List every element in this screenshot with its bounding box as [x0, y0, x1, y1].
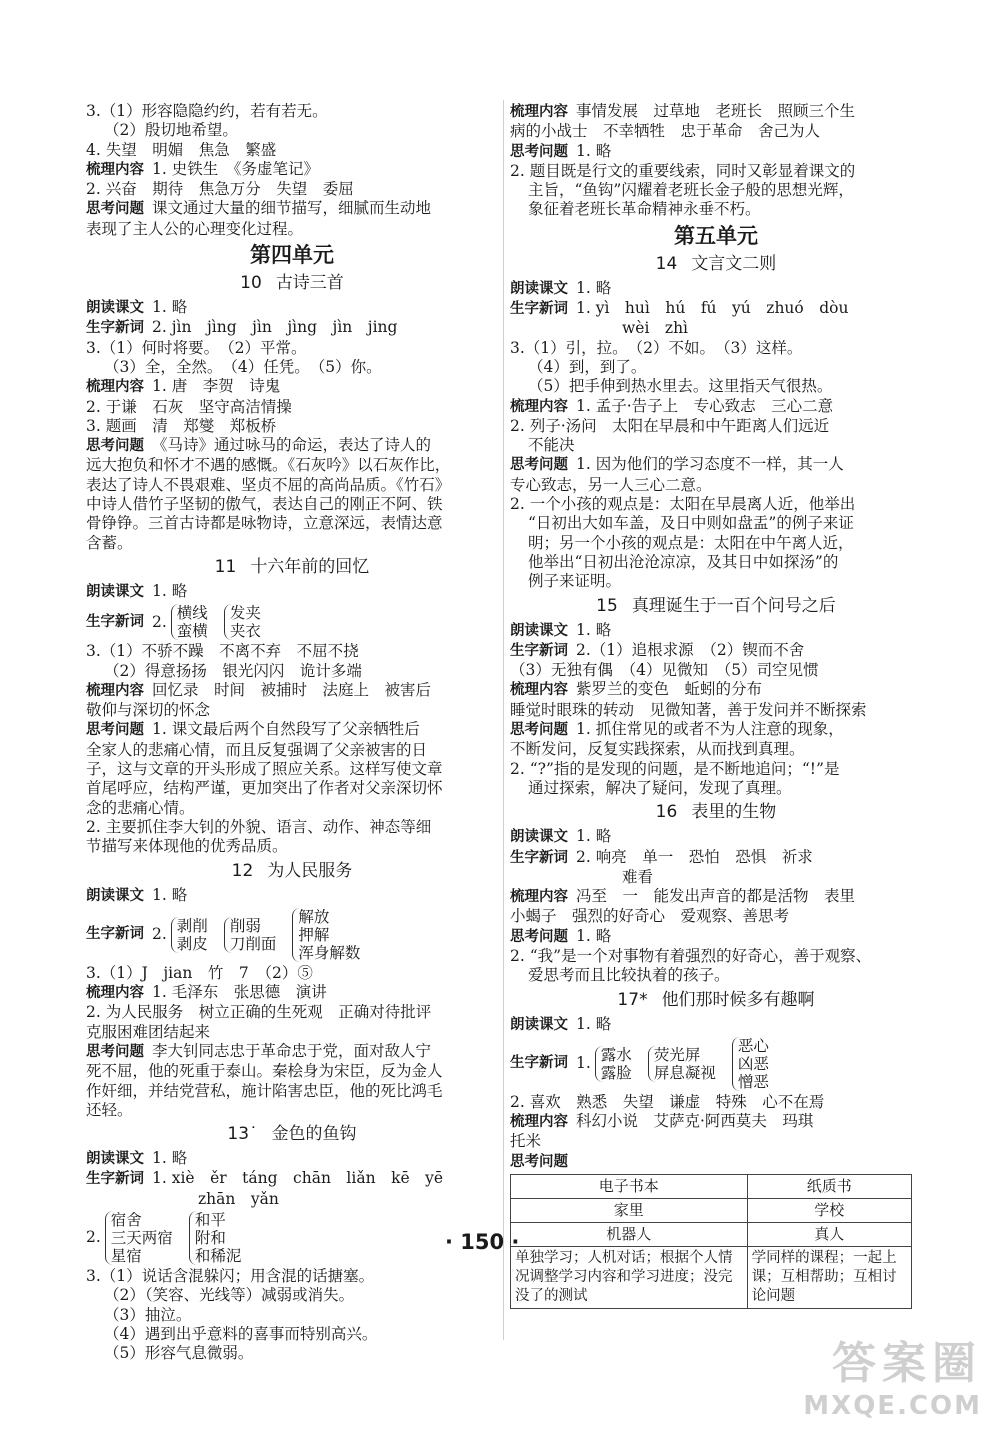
section-label: 生字新词: [86, 613, 144, 630]
text-line: 中诗人借竹子坚韧的傲气，表达自己的刚正不阿、铁: [86, 495, 443, 514]
text-line: （5）把手伸到热水里去。这里指天气很热。: [528, 377, 833, 396]
section-label: 思考问题: [86, 201, 144, 218]
word: 屏息凝视: [653, 1063, 716, 1082]
text: 1. 抓住常见的或者不为人注意的现象，: [576, 720, 844, 739]
word: 横线: [176, 604, 208, 623]
text: 2.（1）追根求源 （2）锲而不舍: [576, 640, 805, 659]
word: 夹衣: [229, 622, 261, 641]
text: 1. 毛泽东 张思德 演讲: [152, 983, 327, 1002]
section-label: 思考问题: [510, 457, 568, 474]
text-line: 2. 列子·汤问 太阳在早晨和中午距离人们远近: [510, 416, 830, 435]
column-divider: [503, 100, 504, 1340]
section-label: 梳理内容: [510, 889, 568, 906]
text-line: 托米: [510, 1132, 542, 1151]
section-label: 梳理内容: [510, 682, 568, 699]
word: 三天两宿: [110, 1229, 173, 1248]
text: 1. 课文最后两个自然段写了父亲牺牲后: [152, 720, 420, 739]
section-label: 思考问题: [86, 438, 144, 455]
right-column: [510, 102, 922, 1309]
lesson-title: [86, 271, 498, 296]
watermark-text: 答案圈: [832, 1338, 982, 1389]
lesson-title: [86, 859, 498, 884]
section-label: 思考问题: [510, 722, 568, 739]
text: 1. 略: [576, 827, 612, 846]
section-label: 梳理内容: [86, 985, 144, 1002]
lesson-number: 14: [655, 253, 678, 274]
section-label: 朗读课文: [86, 583, 144, 600]
text-line: 死不屈，他的死重于泰山。秦桧身为宋臣，反为金人: [86, 1062, 443, 1081]
lesson-number: 12: [231, 860, 254, 881]
text: 1. xiè ěr táng chān liǎn kē yē: [152, 1169, 444, 1188]
table-cell: 真人: [747, 1223, 911, 1247]
section-label: 生字新词: [86, 1171, 144, 1188]
section-label: 朗读课文: [510, 622, 568, 639]
word: 凶恶: [737, 1054, 769, 1073]
text: 1. 略: [576, 141, 612, 160]
lesson-name: 十六年前的回忆: [250, 556, 370, 577]
text-line: 敬仰与深切的怀念: [86, 701, 211, 720]
section-label: 思考问题: [510, 928, 568, 945]
text-line: 难看: [622, 867, 654, 886]
section-label: 梳理内容: [510, 1114, 568, 1131]
text-line: 骨铮铮。三首古诗都是咏物诗，立意深远，表情达意: [86, 514, 443, 533]
word-brace: [292, 908, 360, 962]
lesson-name: 真理诞生于一百个问号之后: [631, 595, 836, 616]
table-cell: 电子书本: [511, 1175, 748, 1199]
item-number: 2.: [152, 612, 167, 631]
section-label: 生字新词: [510, 1055, 568, 1072]
section-label: 朗读课文: [86, 887, 144, 904]
text-line: （4）到，到了。: [528, 357, 647, 376]
text: 2. 响亮 单一 恐怕 恐惧 祈求: [576, 847, 813, 866]
lesson-title: [86, 555, 498, 580]
text: 1. 略: [152, 298, 188, 317]
section-label: 思考问题: [86, 1043, 144, 1060]
word-brace: [105, 1211, 173, 1265]
text: 1. 略: [152, 581, 188, 600]
text-line: 2. 于谦 石灰 坚守高洁情操: [86, 397, 292, 416]
table-cell: 学同样的课程；一起上课；互相帮助；互相讨论问题: [747, 1247, 911, 1309]
text-line: 表达了诗人不畏艰难、坚贞不屈的高尚品质。《竹石》: [86, 475, 451, 494]
word: 剥皮: [176, 934, 208, 953]
lesson-name: 他们那时候多有趣啊: [661, 989, 815, 1010]
text-line: 病的小战士 不幸牺牲 忠于革命 舍己为人: [510, 122, 821, 141]
text-line: 例子来证明。: [528, 572, 622, 591]
lesson-number: 11: [214, 556, 237, 577]
lesson-number: 13: [227, 1124, 250, 1145]
table-cell: 机器人: [511, 1223, 748, 1247]
text-line: 2. 一个小孩的观点是：太阳在早晨离人近，他举出: [510, 495, 856, 514]
text: 回忆录 时间 被捕时 法庭上 被害后: [152, 680, 432, 699]
unit-heading: 第五单元: [674, 222, 758, 248]
text-line: 主旨，“鱼钩”闪耀着老班长金子般的思想光辉，: [528, 181, 854, 200]
word-brace: [224, 604, 261, 640]
text: 1. 唐 李贺 诗鬼: [152, 377, 281, 396]
table-row: [511, 1199, 912, 1223]
word: 蛮横: [176, 622, 208, 641]
text-line: “日初出大如车盖，及日中则如盘盂”的例子来证: [528, 514, 854, 533]
text: 1. 略: [152, 885, 188, 904]
text-line: （5）形容气息微弱。: [104, 1344, 254, 1363]
word: 和稀泥: [194, 1247, 242, 1266]
word-group-row: [86, 1211, 498, 1265]
left-column: [86, 102, 498, 1364]
text-line: wèi zhì: [622, 319, 689, 338]
lesson-mark: ˙: [249, 1124, 258, 1145]
text: 1. 孟子·告子上 专心致志 三心二意: [576, 396, 834, 415]
word: 发夹: [229, 604, 261, 623]
text-line: 小蝎子 强烈的好奇心 爱观察、善思考: [510, 907, 790, 926]
text: 2. jìn jìng jìn jìng jìn jing: [152, 318, 398, 337]
lesson-name: 为人民服务: [267, 860, 353, 881]
lesson-title: [510, 988, 922, 1013]
text: 1. 略: [576, 620, 612, 639]
text-line: 4. 失望 明媚 焦急 繁盛: [86, 140, 277, 159]
section-label: 思考问题: [510, 143, 568, 160]
item-number: 1.: [576, 1054, 591, 1073]
section-label: 梳理内容: [510, 104, 568, 120]
table-cell: 学校: [747, 1199, 911, 1223]
text: 1. yì huì hú fú yú zhuó dòu: [576, 299, 849, 318]
text-line: 3.（1）形容隐隐约约，若有若无。: [86, 102, 328, 120]
word: 解放: [298, 907, 330, 926]
section-label: 梳理内容: [86, 161, 144, 178]
lesson-name: 文言文二则: [691, 253, 777, 274]
word: 露水: [600, 1045, 632, 1064]
word: 削弱: [229, 916, 261, 935]
word-brace: [224, 917, 277, 953]
word: 和平: [194, 1211, 226, 1230]
word-brace: [732, 1037, 769, 1091]
text: 1. 略: [576, 926, 612, 945]
word-brace: [171, 604, 208, 640]
text-line: （3）全，全然。 （4）任凭。 （5）你。: [104, 357, 382, 376]
lesson-name: 金色的鱼钩: [271, 1124, 357, 1145]
text-line: 作奸细，并结党营私，施计陷害忠臣，他的死比鸿毛: [86, 1081, 443, 1100]
text-line: 全家人的悲痛心情，而且反复强调了父亲被害的日: [86, 740, 428, 759]
text: 事情发展 过草地 老班长 照顾三个生: [576, 102, 856, 120]
section-label: 朗读课文: [86, 1151, 144, 1168]
table-cell: 纸质书: [747, 1175, 911, 1199]
word: 荧光屏: [653, 1045, 701, 1064]
text: 紫罗兰的变色 蚯蚓的分布: [576, 680, 763, 699]
word: 憎恶: [737, 1072, 769, 1091]
text-line: 节描写来体现他的优秀品质。: [86, 837, 288, 856]
text: 科幻小说 艾萨克·阿西莫夫 玛琪: [576, 1112, 814, 1131]
text-line: 2. 主要抓住李大钊的外貌、语言、动作、神态等细: [86, 817, 432, 836]
text-line: 2. “我”是一个对事物有着强烈的好奇心，善于观察、: [510, 946, 872, 965]
text: 冯至 一 能发出声音的都是活物 表里: [576, 887, 856, 906]
section-label: 梳理内容: [86, 682, 144, 699]
section-label: 生字新词: [86, 320, 144, 337]
comparison-table: [510, 1174, 912, 1309]
text-line: 2. 为人民服务 树立正确的生死观 正确对待批评: [86, 1003, 432, 1022]
text-line: 表现了主人公的心理变化过程。: [86, 219, 304, 238]
lesson-mark: *: [639, 989, 648, 1010]
text: 1. 略: [152, 1149, 188, 1168]
text-line: 3.（1）J jian 竹 7 （2）⑤: [86, 963, 313, 982]
text-line: 3. 题画 清 郑燮 郑板桥: [86, 416, 277, 435]
text-line: （2）（笑容、光线等）减弱或消失。: [104, 1286, 355, 1305]
text-line: 爱思考而且比较执着的孩子。: [528, 966, 730, 985]
lesson-name: 古诗三首: [275, 273, 344, 294]
unit-heading: 第四单元: [250, 242, 334, 268]
section-label: 朗读课文: [510, 829, 568, 846]
watermark-logo: [803, 1327, 982, 1421]
text-line: 明；另一个小孩的观点是：太阳在中午离人近，: [528, 533, 854, 552]
watermark-url: MXQE.COM: [803, 1391, 982, 1421]
lesson-title: [86, 1122, 498, 1147]
item-number: 2.: [152, 925, 167, 944]
word-brace: [189, 1211, 242, 1265]
text-line: 3.（1）不骄不躁 不离不弃 不屈不挠: [86, 642, 359, 661]
text: 1. 略: [576, 1014, 612, 1033]
word-group-row: [86, 908, 498, 962]
word-brace: [648, 1046, 716, 1082]
text-line: 远大抱负和怀才不遇的感慨。《石灰吟》以石灰作比，: [86, 456, 451, 475]
section-label: 梳理内容: [510, 398, 568, 415]
text-line: zhān yǎn: [198, 1189, 279, 1208]
section-label: 朗读课文: [86, 300, 144, 317]
text-line: 克服困难团结起来: [86, 1022, 211, 1041]
table-row: [511, 1247, 912, 1309]
text: 《马诗》通过咏马的命运，表达了诗人的: [152, 436, 432, 455]
section-label: 思考问题: [86, 722, 144, 739]
page-number: · 150 ·: [445, 1230, 520, 1254]
text: 李大钊同志忠于革命忠于党，面对敌人宁: [152, 1041, 432, 1060]
table-row: [511, 1223, 912, 1247]
word: 恶心: [737, 1036, 769, 1055]
text-line: 2. 题目既是行文的重要线索，同时又彰显着课文的: [510, 161, 856, 180]
text: 课文通过大量的细节描写，细腻而生动地: [152, 199, 432, 218]
text-line: 不能决: [528, 436, 575, 455]
word: 附和: [194, 1229, 226, 1248]
item-number: 2.: [86, 1228, 101, 1247]
text-line: 念的悲痛心情。: [86, 798, 195, 817]
word-brace: [171, 917, 208, 953]
lesson-title: [510, 800, 922, 825]
word: 押解: [298, 925, 330, 944]
section-label: 生字新词: [510, 642, 568, 659]
lesson-number: 17: [617, 989, 640, 1010]
text-line: 3.（1）引，拉。 （2）不如。 （3）这样。: [510, 338, 803, 357]
text: 1. 史铁生 《务虚笔记》: [152, 159, 319, 178]
word-group-row: [510, 1037, 922, 1091]
word: 宿舍: [110, 1211, 142, 1230]
text-line: 通过探索，解决了疑问，发现了真理。: [528, 778, 792, 797]
section-label: 生字新词: [86, 926, 144, 943]
section-label: 朗读课文: [510, 280, 568, 297]
text-line: 含蓄。: [86, 533, 133, 552]
text-line: 不断发问，反复实践探索，从而找到真理。: [510, 740, 805, 759]
lesson-title: [510, 252, 922, 277]
section-label: 生字新词: [510, 849, 568, 866]
lesson-name: 表里的生物: [691, 802, 777, 823]
text-line: （4）遇到出乎意料的喜事而特别高兴。: [104, 1324, 378, 1343]
word: 星宿: [110, 1247, 142, 1266]
table-cell: 家里: [511, 1199, 748, 1223]
lesson-number: 10: [240, 273, 262, 294]
section-label: 朗读课文: [510, 1016, 568, 1033]
lesson-number: 15: [596, 595, 618, 616]
text-line: 2. 喜欢 熟悉 失望 谦虚 特殊 心不在焉: [510, 1092, 825, 1111]
word: 露脸: [600, 1063, 632, 1082]
word: 剥削: [176, 916, 208, 935]
text-line: （3）抽泣。: [104, 1305, 192, 1324]
lesson-title: [510, 594, 922, 619]
word: 刀削面: [229, 934, 277, 953]
text-line: 3.（1）何时将要。 （2）平常。: [86, 338, 307, 357]
section-label: 生字新词: [510, 301, 568, 318]
word: 浑身解数: [298, 943, 361, 962]
text-line: 专心致志，另一人三心二意。: [510, 475, 712, 494]
text-line: 2. 兴奋 期待 焦急万分 失望 委屈: [86, 180, 354, 199]
text-line: 还轻。: [86, 1100, 133, 1119]
section-label: 梳理内容: [86, 379, 144, 396]
text-line: 象征着老班长革命精神永垂不朽。: [528, 200, 761, 219]
text-line: 2. “?”指的是发现的问题，是不断地追问；“!”是: [510, 759, 840, 778]
text-line: （2）殷切地希望。: [104, 121, 238, 140]
section-label: 思考问题: [510, 1153, 568, 1170]
text-line: 他举出“日初出沧沧凉凉，及其日中如探汤”的: [528, 552, 839, 571]
text-line: 3.（1）说话含混躲闪；用含混的话搪塞。: [86, 1267, 375, 1286]
lesson-number: 16: [655, 802, 678, 823]
text-line: （3）无独有偶 （4）见微知 （5）司空见惯: [510, 661, 819, 680]
table-cell: 单独学习；人机对话；根据个人情况调整学习内容和学习进度；没完没了的测试: [511, 1247, 748, 1309]
text-line: 子，这与文章的开头形成了照应关系。这样写使文章: [86, 760, 443, 779]
table-row: [511, 1175, 912, 1199]
text: 1. 因为他们的学习态度不一样，其一人: [576, 455, 844, 474]
text-line: 首尾呼应，结构严谨，更加突出了作者对父亲深切怀: [86, 779, 443, 798]
word-group-row: [86, 604, 498, 640]
text-line: （2）得意扬扬 银光闪闪 诡计多端: [104, 661, 362, 680]
word-brace: [595, 1046, 632, 1082]
text: 1. 略: [576, 278, 612, 297]
text-line: 睡觉时眼珠的转动 见微知著，善于发问并不断探索: [510, 700, 867, 719]
